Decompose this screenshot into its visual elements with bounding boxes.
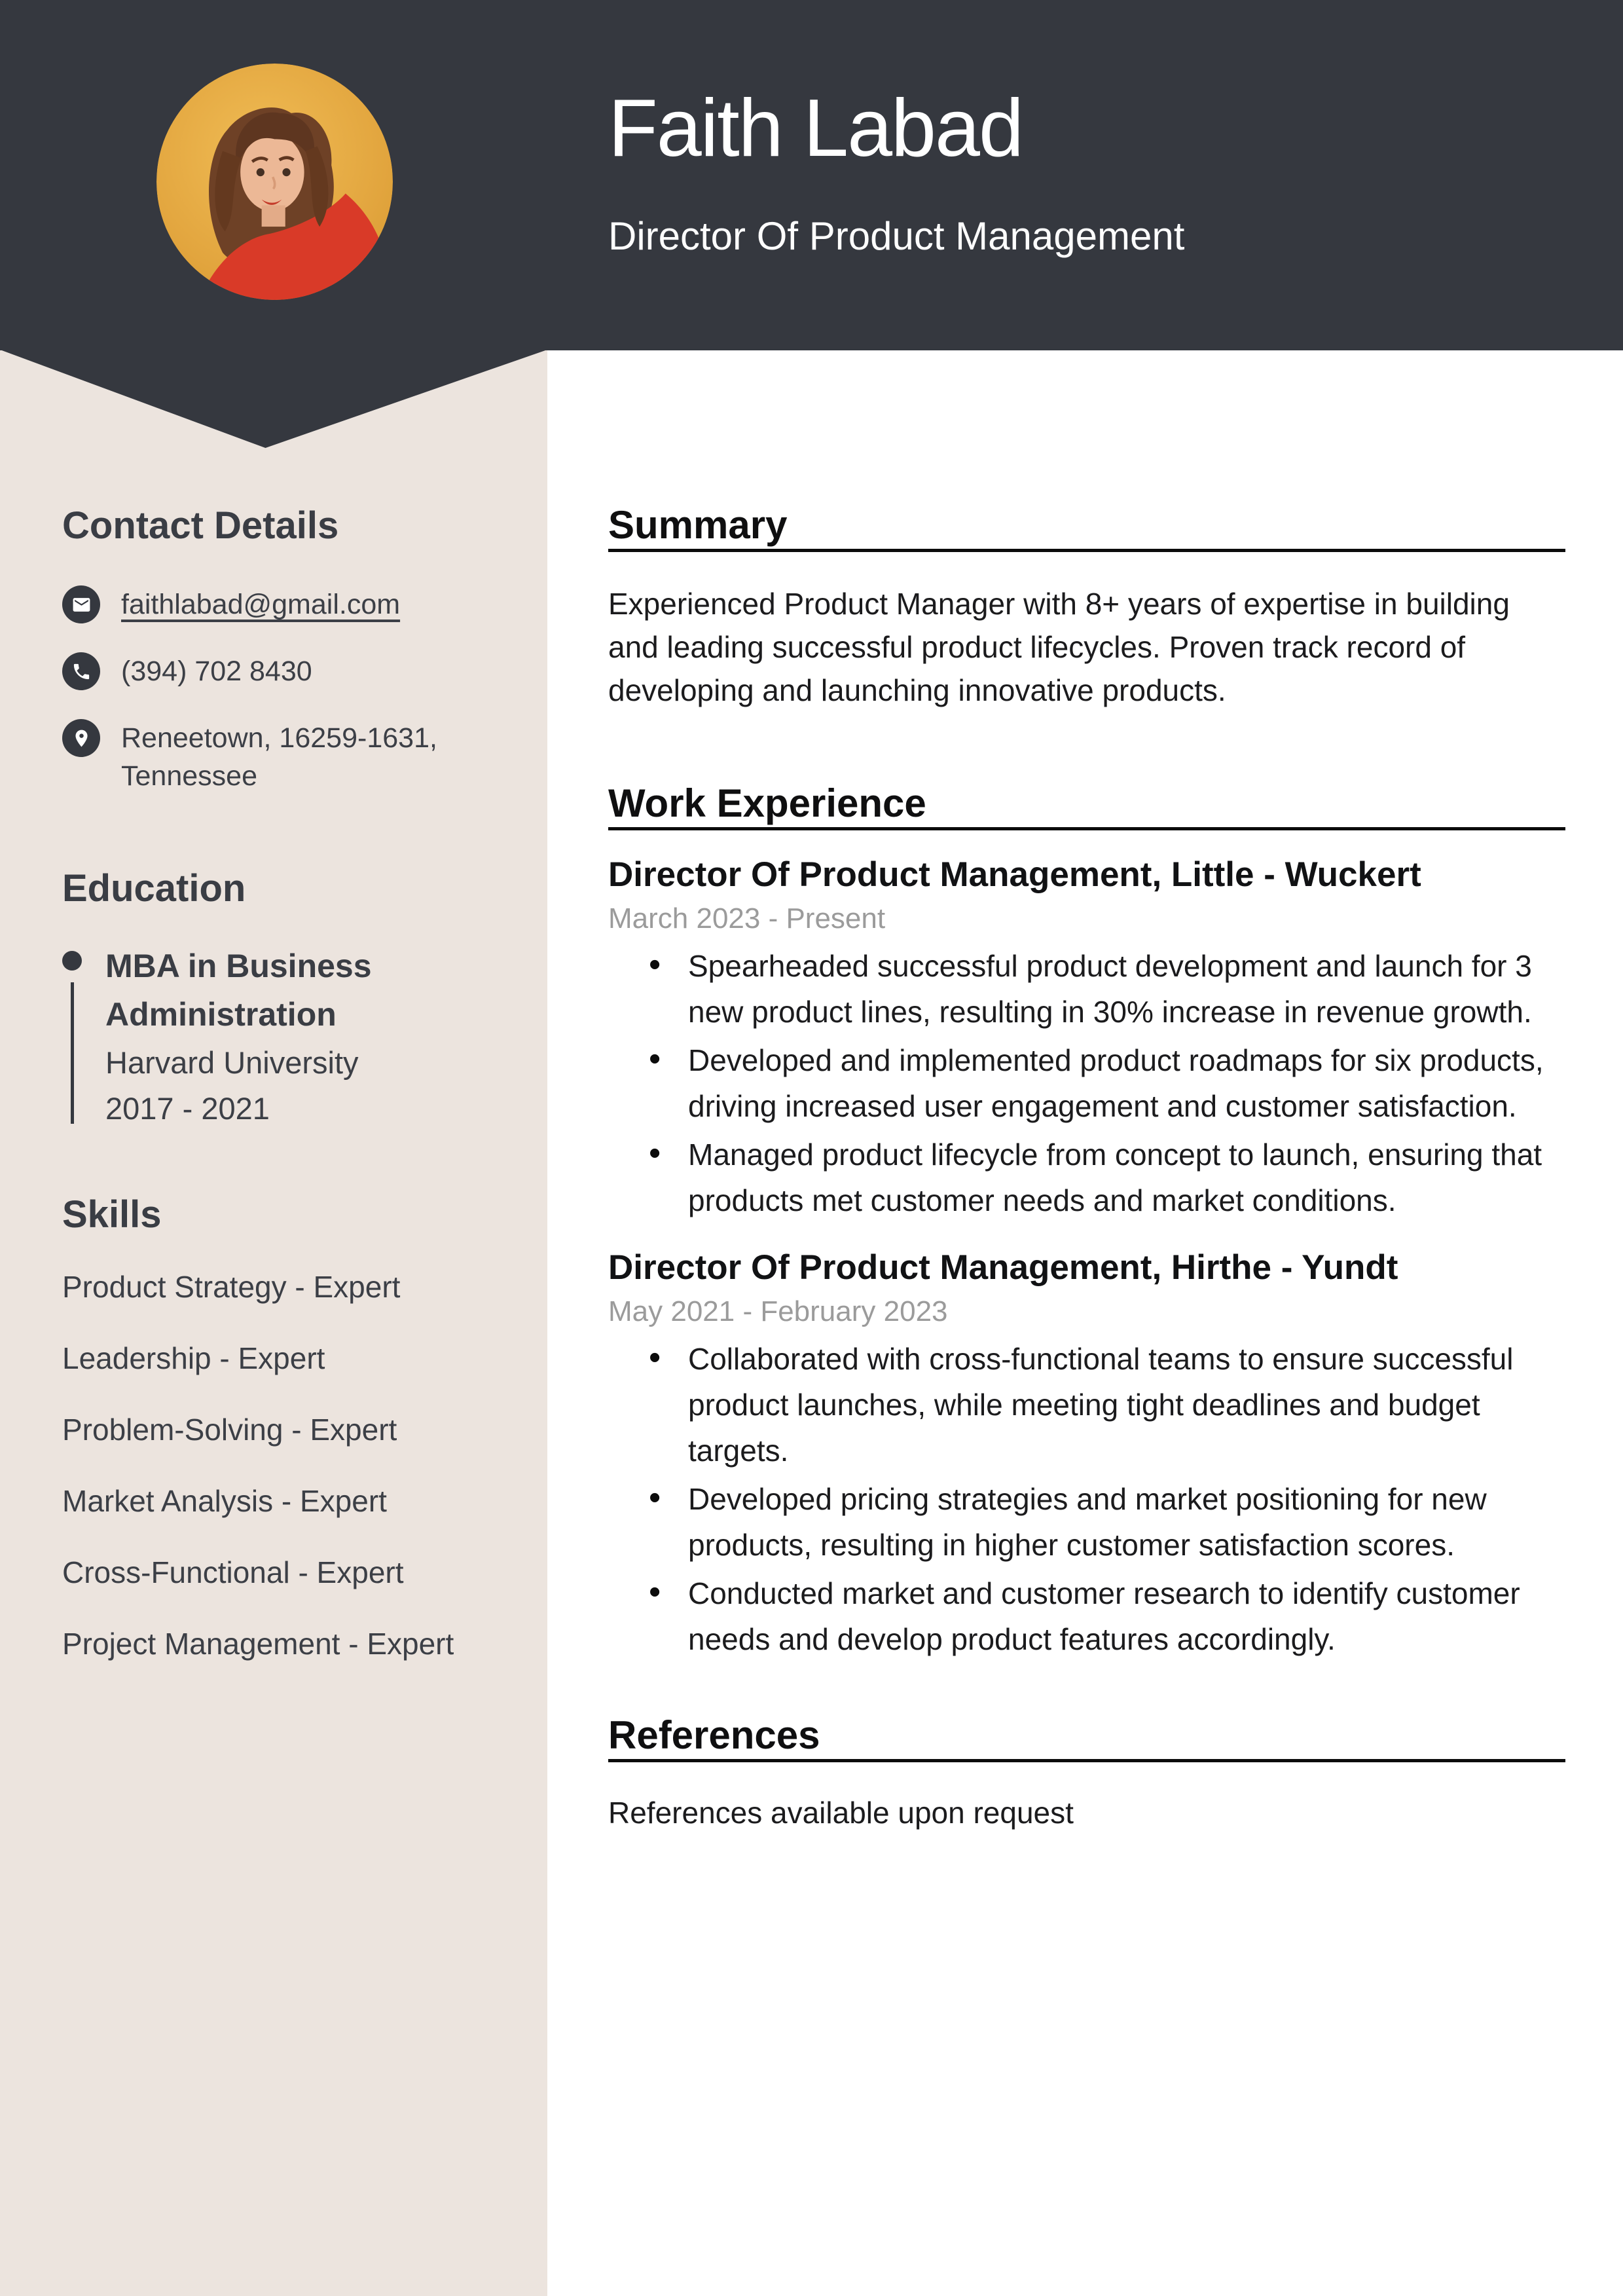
skill-item: Problem-Solving - Expert — [62, 1413, 397, 1447]
degree-name: MBA in Business Administration — [105, 948, 372, 1033]
job-bullet: • Managed product lifecycle from concept to launch, ensuring that products met customer needs and market conditions. — [608, 1132, 1565, 1223]
summary-section — [608, 502, 1565, 712]
school-name: Harvard University — [105, 1045, 359, 1080]
skills-heading: Skills — [62, 1193, 162, 1236]
job-bullet: • Spearheaded successful product development and launch for 3 new product lines, resulting in 30% increase in revenue growth. — [608, 943, 1565, 1035]
education-timeline — [62, 942, 105, 1132]
education-heading: Education — [62, 867, 246, 910]
main-content — [608, 502, 1565, 1834]
sidebar — [62, 503, 494, 1699]
job-bullet: • Developed and implemented product roadmaps for six products, driving increased user engagement and customer satisfaction. — [608, 1037, 1565, 1129]
education-entry — [62, 942, 494, 1132]
skill-item: Leadership - Expert — [62, 1341, 325, 1375]
job-bullet: • Collaborated with cross-functional teams to ensure successful product launches, while meeting tight deadlines and budget targets. — [608, 1336, 1565, 1473]
summary-heading: Summary — [608, 502, 1565, 552]
job-entry — [608, 854, 1565, 1223]
email-icon — [62, 585, 100, 623]
address-text: Reneetown, 16259-1631, Tennessee — [121, 722, 437, 792]
contact-details-heading: Contact Details — [62, 504, 339, 547]
avatar — [156, 64, 393, 300]
phone-number: (394) 702 8430 — [121, 656, 312, 687]
job-period: May 2021 - February 2023 — [608, 1295, 948, 1327]
person-name: Faith Labad — [608, 83, 1023, 174]
phone-icon — [62, 652, 100, 690]
references-heading: References — [608, 1712, 1565, 1762]
person-job-title: Director Of Product Management — [608, 214, 1185, 258]
header — [608, 84, 1184, 259]
job-title: Director Of Product Management, Little - Wuckert — [608, 855, 1421, 894]
avatar-photo — [156, 64, 393, 300]
job-bullet: • Developed pricing strategies and market positioning for new products, resulting in higher customer satisfaction scores. — [608, 1476, 1565, 1568]
skill-item: Market Analysis - Expert — [62, 1484, 387, 1518]
skills-section — [62, 1192, 494, 1660]
location-icon — [62, 719, 100, 757]
references-section — [608, 1712, 1565, 1834]
skill-item: Product Strategy - Expert — [62, 1270, 401, 1304]
education-section — [62, 866, 494, 1132]
references-text: References available upon request — [608, 1796, 1074, 1830]
job-bullet-list — [608, 1336, 1565, 1662]
job-bullet: • Conducted market and customer research to identify customer needs and develop product features accordingly. — [608, 1570, 1565, 1662]
work-experience-heading: Work Experience — [608, 780, 1565, 830]
job-period: March 2023 - Present — [608, 902, 886, 935]
skill-item: Cross-Functional - Expert — [62, 1555, 404, 1589]
contact-row-email — [62, 585, 494, 623]
skills-list — [62, 1270, 494, 1660]
timeline-line — [71, 982, 74, 1124]
work-experience-section — [608, 780, 1565, 1662]
contact-list — [62, 585, 494, 795]
education-years: 2017 - 2021 — [105, 1091, 270, 1126]
job-bullet-list — [608, 943, 1565, 1223]
education-entry-text — [105, 942, 494, 1132]
contact-row-phone — [62, 652, 494, 690]
summary-text: Experienced Product Manager with 8+ years of expertise in building and leading successful product lifecycles. Proven track record of developing and launching innovative products. — [608, 587, 1510, 707]
timeline-dot — [62, 951, 82, 971]
email-link[interactable]: faithlabad@gmail.com — [121, 589, 401, 620]
job-entry — [608, 1247, 1565, 1662]
skill-item: Project Management - Expert — [62, 1627, 454, 1661]
job-title: Director Of Product Management, Hirthe - Yundt — [608, 1248, 1398, 1287]
contact-row-location — [62, 719, 494, 795]
